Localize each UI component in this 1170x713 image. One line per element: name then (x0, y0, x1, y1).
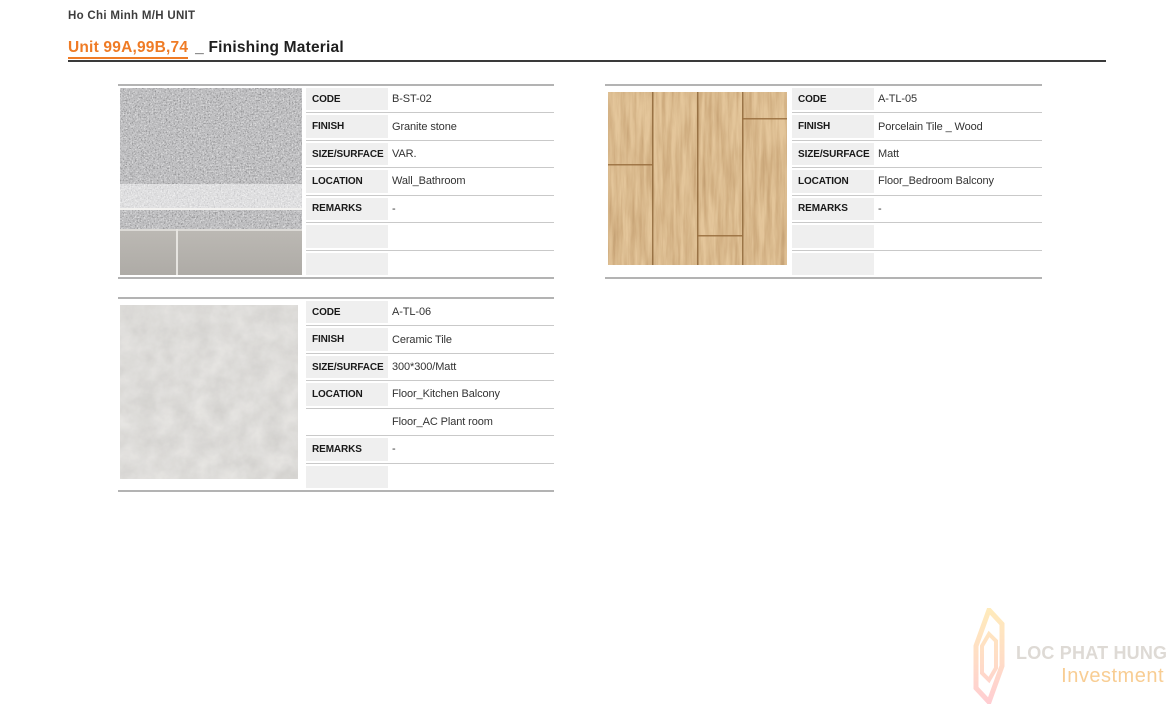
spec-value: Floor_Kitchen Balcony (392, 388, 500, 401)
title-subject: _ Finishing Material (195, 39, 344, 56)
spec-row (792, 223, 1042, 250)
spec-label (306, 253, 388, 275)
block1-bottom-rule (118, 277, 554, 279)
spec-value (388, 251, 554, 277)
spec-label (306, 411, 388, 433)
spec-label: FINISH (792, 115, 874, 137)
spec-row (792, 251, 1042, 277)
spec-value: Floor_Bedroom Balcony (878, 175, 994, 188)
spec-row (306, 464, 554, 490)
spec-label (792, 225, 874, 247)
wood-porcelain-tile-image (608, 92, 787, 265)
spec-label: REMARKS (306, 438, 388, 460)
spec-label: FINISH (306, 328, 388, 350)
spec-row (306, 409, 554, 436)
spec-row (792, 141, 1042, 168)
spec-row (792, 196, 1042, 223)
company-logo-icon (972, 608, 1006, 704)
spec-value: Floor_AC Plant room (392, 415, 493, 428)
spec-value: Ceramic Tile (392, 333, 452, 346)
spec-row (306, 113, 554, 140)
spec-row (792, 168, 1042, 195)
spec-row (306, 299, 554, 326)
spec-label: SIZE/SURFACE (306, 356, 388, 378)
document-header: Ho Chi Minh M/H UNIT (68, 10, 196, 22)
spec-value (388, 464, 554, 490)
spec-value: 300*300/Matt (392, 361, 457, 374)
spec-value: - (392, 443, 396, 456)
spec-label: FINISH (306, 115, 388, 137)
block3-bottom-rule (118, 490, 554, 492)
spec-row (306, 354, 554, 381)
spec-label: CODE (306, 301, 388, 323)
spec-value: - (392, 202, 396, 215)
spec-label: SIZE/SURFACE (792, 143, 874, 165)
title-unit-number: Unit 99A,99B,74 (68, 39, 188, 59)
watermark-text (1016, 643, 1168, 688)
granite-spec-table (306, 86, 554, 277)
watermark-company-name: LOC PHAT HUNG (1016, 643, 1168, 663)
spec-row (792, 86, 1042, 113)
spec-row (306, 436, 554, 463)
spec-value: Granite stone (392, 120, 457, 133)
title-rule (68, 60, 1106, 62)
spec-row (306, 168, 554, 195)
spec-value: Wall_Bathroom (392, 175, 466, 188)
spec-value (388, 223, 554, 249)
spec-row (306, 141, 554, 168)
spec-value (874, 251, 1042, 277)
spec-value: VAR. (392, 148, 417, 161)
ceramic-spec-table (306, 299, 554, 490)
watermark (972, 608, 1168, 710)
spec-label: SIZE/SURFACE (306, 143, 388, 165)
spec-label (306, 225, 388, 247)
spec-row (306, 86, 554, 113)
spec-label (306, 466, 388, 488)
spec-row (306, 326, 554, 353)
ceramic-tile-image (120, 305, 298, 479)
spec-value: Matt (878, 148, 899, 161)
spec-value: A-TL-05 (878, 93, 918, 106)
watermark-subtitle: Investment (1061, 665, 1164, 687)
block2-bottom-rule (605, 277, 1042, 279)
page-title (68, 39, 344, 57)
spec-value (874, 223, 1042, 249)
spec-row (306, 381, 554, 408)
spec-label: LOCATION (306, 383, 388, 405)
spec-row (306, 196, 554, 223)
spec-row (306, 223, 554, 250)
spec-value: - (878, 202, 882, 215)
spec-label: CODE (792, 88, 874, 110)
granite-stone-image (120, 88, 302, 275)
spec-label: REMARKS (306, 198, 388, 220)
spec-label: LOCATION (306, 170, 388, 192)
spec-label: LOCATION (792, 170, 874, 192)
spec-value: Porcelain Tile _ Wood (878, 120, 983, 133)
spec-row (792, 113, 1042, 140)
spec-label (792, 253, 874, 275)
spec-row (306, 251, 554, 277)
spec-label: REMARKS (792, 198, 874, 220)
wood-spec-table (792, 86, 1042, 277)
spec-value: B-ST-02 (392, 93, 432, 106)
spec-label: CODE (306, 88, 388, 110)
spec-value: A-TL-06 (392, 306, 432, 319)
